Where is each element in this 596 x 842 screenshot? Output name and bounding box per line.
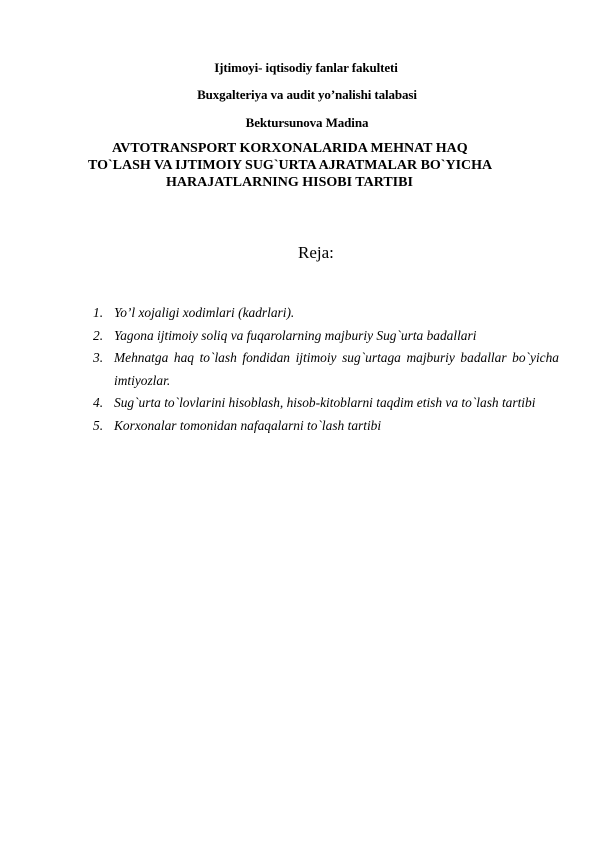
plan-item xyxy=(93,415,559,438)
plan-item-text: Sug`urta to`lovlarini hisoblash, hisob-kitoblarni taqdim etish va to`lash tartibi xyxy=(114,395,536,410)
title-line-3: HARAJATLARNING HISOBI TARTIBI xyxy=(166,175,413,190)
plan-item-number: 2. xyxy=(93,327,104,343)
plan-item xyxy=(93,392,559,415)
plan-item-number: 5. xyxy=(93,417,104,433)
title-line-2: TO`LASH VA IJTIMOIY SUG`URTA AJRATMALAR BO`YICHA xyxy=(88,158,493,173)
title-line-1: AVTOTRANSPORT KORXONALARIDA MEHNAT HAQ xyxy=(112,141,468,156)
plan-item-text: Korxonalar tomonidan nafaqalarni to`lash tartibi xyxy=(114,417,382,433)
plan-item xyxy=(93,302,559,325)
plan-item-number: 3. xyxy=(93,350,104,365)
program-name: Buxgalteriya va audit yo’nalishi talabasi xyxy=(197,87,417,102)
author-name: Bektursunova Madina xyxy=(245,115,369,130)
plan-item-text: Yagona ijtimoiy soliq va fuqarolarning majburiy Sug`urta badallari xyxy=(114,327,477,343)
plan-item-number: 4. xyxy=(93,395,104,410)
plan-item xyxy=(93,325,559,348)
faculty-name: Ijtimoyi- iqtisodiy fanlar fakulteti xyxy=(214,60,398,75)
plan-item-text: Mehnatga haq to`lash fondidan ijtimoiy sug`urtaga majburiy badallar bo`yicha imtiyozlar. xyxy=(114,350,559,388)
plan-item-number: 1. xyxy=(93,305,104,320)
plan-heading: Reja: xyxy=(298,243,334,262)
plan-list xyxy=(93,302,559,437)
plan-item xyxy=(93,347,559,392)
plan-item-text: Yo’l xojaligi xodimlari (kadrlari). xyxy=(114,305,295,320)
